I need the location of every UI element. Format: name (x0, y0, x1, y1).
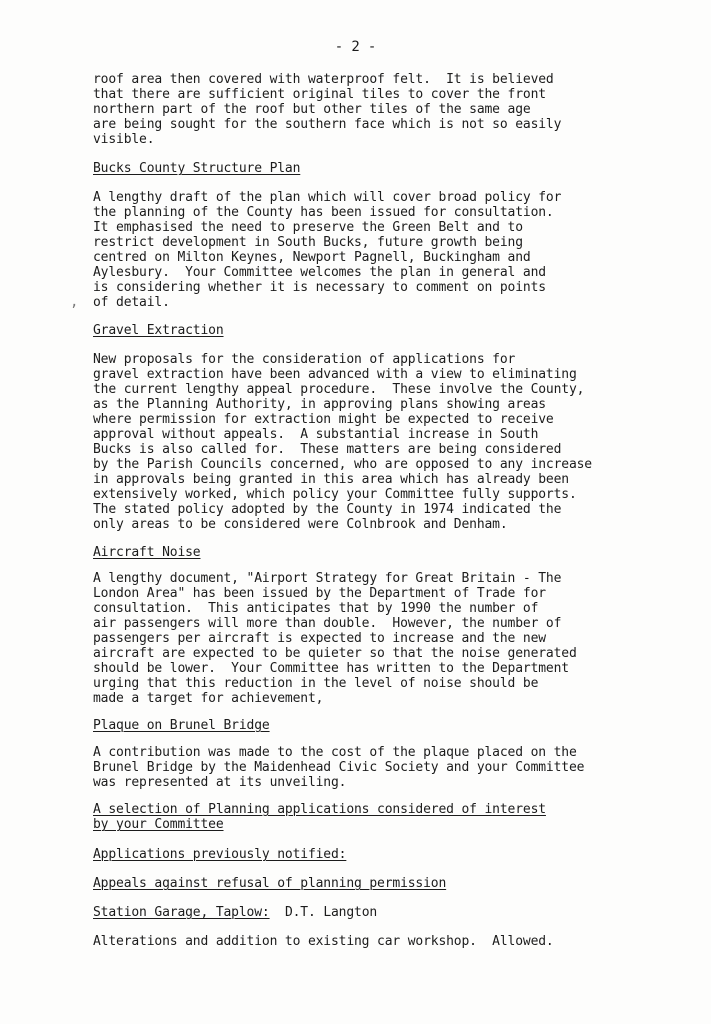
roof-paragraph: roof area then covered with waterproof felt. It is believed that there are sufficient original tiles to cover the front northern part of the roof but other tiles of the same age are being sought for the southern face which is not so easily visible. (93, 72, 562, 147)
heading-gravel-extraction: Gravel Extraction (93, 323, 224, 338)
margin-tick-mark: ‚ (70, 294, 79, 310)
heading-structure-plan: Bucks County Structure Plan (93, 161, 301, 176)
plaque-paragraph: A contribution was made to the cost of the plaque placed on the Brunel Bridge by the Maidenhead Civic Society and your Committee was represented at its unveiling. (93, 745, 585, 790)
structure-plan-paragraph: A lengthy draft of the plan which will cover broad policy for the planning of the County has been issued for consultation. It emphasised the need to preserve the Green Belt and to restrict development in South Bucks, future growth being centred on Milton Keynes, Newport Pagnell, Buckingham and Aylesbury. Your Committee welcomes the plan in general and is considering whether it is necessary to comment on points of detail. (93, 190, 562, 310)
application-applicant: D.T. Langton (284, 905, 378, 920)
application-outcome: Alterations and addition to existing car workshop. Allowed. (93, 934, 554, 949)
application-site: Station Garage, Taplow: (93, 905, 270, 920)
heading-applications-previously-notified: Applications previously notified: (93, 847, 347, 862)
application-line (93, 905, 673, 920)
heading-plaque-brunel-bridge: Plaque on Brunel Bridge (93, 718, 270, 733)
page-number: - 2 - (334, 39, 377, 55)
heading-appeals: Appeals against refusal of planning permission (93, 876, 447, 891)
aircraft-noise-paragraph: A lengthy document, "Airport Strategy for Great Britain - The London Area" has been issued by the Department of Trade for consultation. This anticipates that by 1990 the number of air passengers will more than double. However, the number of passengers per aircraft is expected to increase and the new aircraft are expected to be quieter so that the noise generated should be lower. Your Committee has written to the Department urging that this reduction in the level of noise should be made a target for achievement, (93, 571, 577, 706)
gravel-extraction-paragraph: New proposals for the consideration of applications for gravel extraction have been advanced with a view to eliminating the current lengthy appeal procedure. These involve the County, as the Planning Authority, in approving plans showing areas where permission for extraction might be expected to receive approval without appeals. A substantial increase in South Bucks is also called for. These matters are being considered by the Parish Councils concerned, who are opposed to any increase in approvals being granted in this area which has already been extensively worked, which policy your Committee fully supports. The stated policy adopted by the County in 1974 indicated the only areas to be considered were Colnbrook and Denham. (93, 352, 592, 532)
heading-aircraft-noise: Aircraft Noise (93, 545, 201, 560)
heading-planning-applications: A selection of Planning applications considered of interest by your Committee (93, 802, 546, 832)
